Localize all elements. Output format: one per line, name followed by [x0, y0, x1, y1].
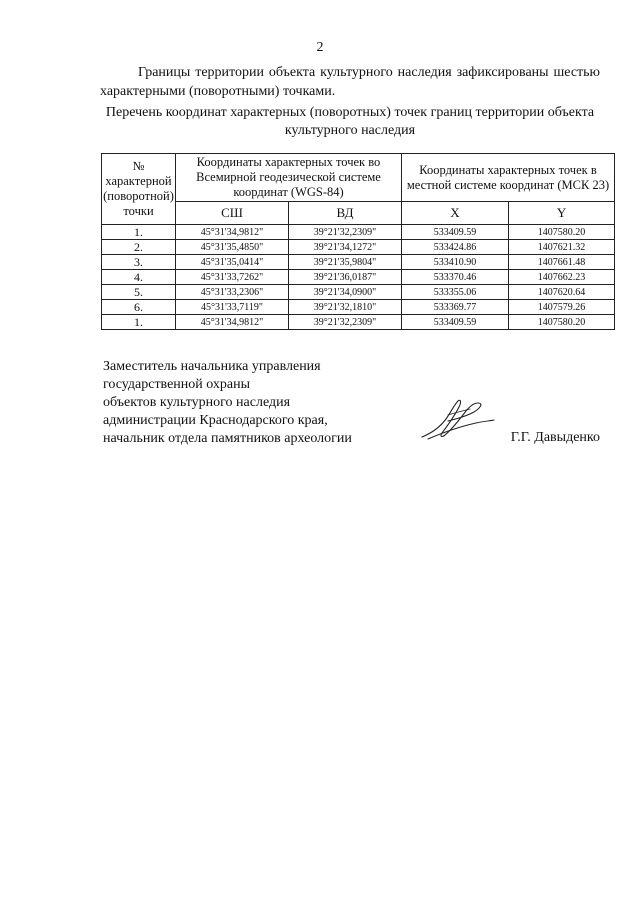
x-header: X [402, 202, 509, 225]
table-row [102, 300, 615, 315]
signatory-title [103, 358, 403, 448]
point-number-cell: 3. [102, 255, 176, 270]
y-cell: 1407621.32 [509, 240, 615, 255]
table-row [102, 315, 615, 330]
point-number-cell: 5. [102, 285, 176, 300]
latitude-cell: 45°31'34,9812" [176, 225, 289, 240]
point-number-cell: 2. [102, 240, 176, 255]
x-cell: 533355.06 [402, 285, 509, 300]
y-cell: 1407580.20 [509, 315, 615, 330]
signatory-title-line: Заместитель начальника управления [103, 359, 321, 374]
msk23-group-header: Координаты характерных точек в местной системе координат (МСК 23) [402, 154, 615, 202]
x-cell: 533409.59 [402, 315, 509, 330]
table-row [102, 255, 615, 270]
table-row [102, 225, 615, 240]
longitude-cell: 39°21'32,2309" [289, 225, 402, 240]
signatory-title-line: государственной охраны [103, 377, 251, 392]
latitude-cell: 45°31'33,7262" [176, 270, 289, 285]
table-row [102, 240, 615, 255]
y-cell: 1407620.64 [509, 285, 615, 300]
table-row [102, 285, 615, 300]
point-number-cell: 4. [102, 270, 176, 285]
y-cell: 1407661.48 [509, 255, 615, 270]
longitude-header: ВД [289, 202, 402, 225]
y-cell: 1407580.20 [509, 225, 615, 240]
latitude-cell: 45°31'35,0414" [176, 255, 289, 270]
latitude-cell: 45°31'34,9812" [176, 315, 289, 330]
x-cell: 533424.86 [402, 240, 509, 255]
x-cell: 533370.46 [402, 270, 509, 285]
point-number-cell: 1. [102, 225, 176, 240]
y-cell: 1407662.23 [509, 270, 615, 285]
signatory-title-line: администрации Краснодарского края, [103, 413, 328, 428]
signatory-title-line: объектов культурного наследия [103, 395, 291, 410]
y-cell: 1407579.26 [509, 300, 615, 315]
signatory-name: Г.Г. Давыденко [510, 430, 600, 445]
table-heading: Перечень координат характерных (поворотных) точек границ территории объекта культурного наследия [105, 105, 595, 138]
signatory-title-line: начальник отдела памятников археологии [103, 431, 352, 446]
longitude-cell: 39°21'34,0900" [289, 285, 402, 300]
longitude-cell: 39°21'34,1272" [289, 240, 402, 255]
x-cell: 533409.59 [402, 225, 509, 240]
coordinates-table [101, 153, 615, 330]
longitude-cell: 39°21'32,1810" [289, 300, 402, 315]
longitude-cell: 39°21'36,0187" [289, 270, 402, 285]
y-header: Y [509, 202, 615, 225]
longitude-cell: 39°21'32,2309" [289, 315, 402, 330]
point-number-cell: 1. [102, 315, 176, 330]
x-cell: 533410.90 [402, 255, 509, 270]
latitude-cell: 45°31'35,4850" [176, 240, 289, 255]
page-number: 2 [316, 40, 324, 55]
point-number-cell: 6. [102, 300, 176, 315]
latitude-header: СШ [176, 202, 289, 225]
latitude-cell: 45°31'33,7119" [176, 300, 289, 315]
longitude-cell: 39°21'35,9804" [289, 255, 402, 270]
table-row [102, 270, 615, 285]
latitude-cell: 45°31'33,2306" [176, 285, 289, 300]
intro-paragraph: Границы территории объекта культурного наследия зафиксированы шестью характерными (поворотными) точками. [100, 65, 600, 99]
x-cell: 533369.77 [402, 300, 509, 315]
wgs84-group-header: Координаты характерных точек во Всемирной геодезической системе координат (WGS-84) [176, 154, 402, 202]
point-number-header: № характерной (поворотной) точки [102, 154, 176, 225]
